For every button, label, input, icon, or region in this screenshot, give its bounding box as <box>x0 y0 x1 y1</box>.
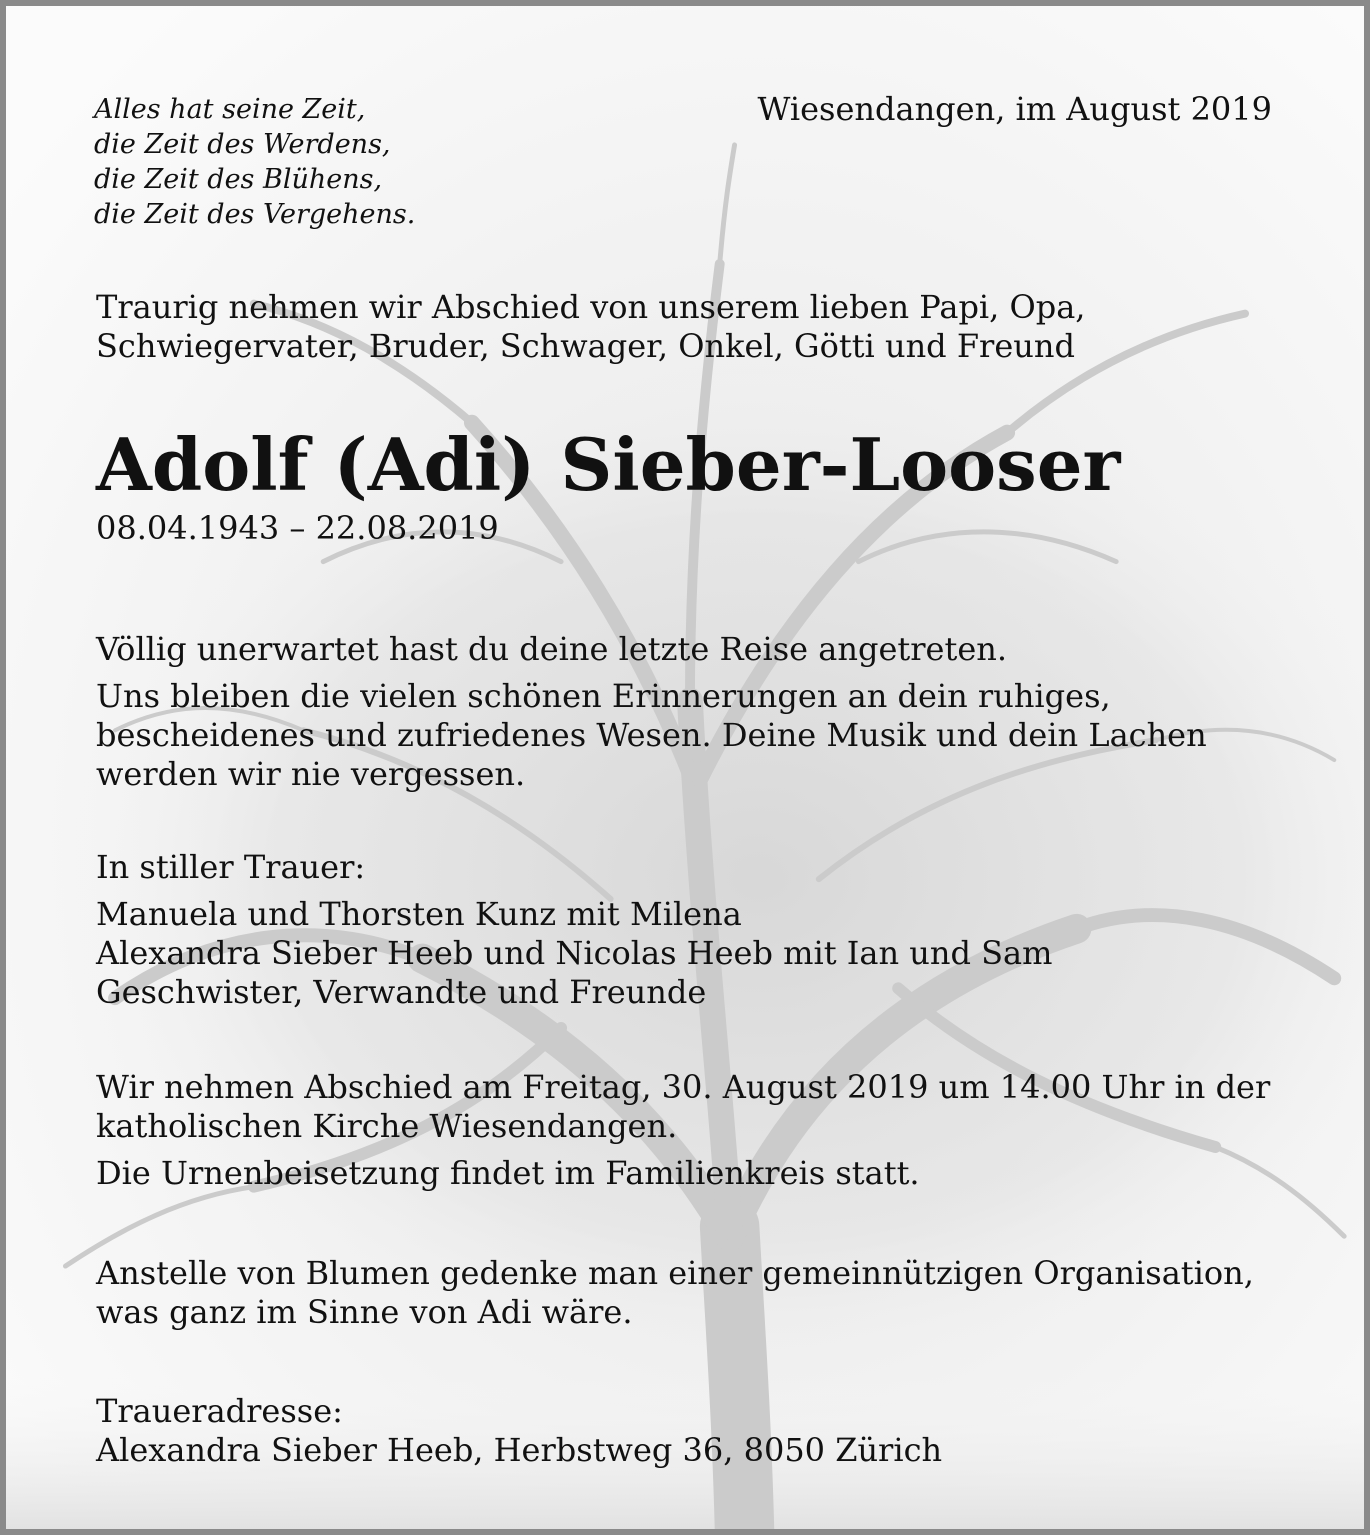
life-dates: 08.04.1943 – 22.08.2019 <box>96 509 499 547</box>
message-line: Völlig unerwartet hast du deine letzte Reise angetreten. <box>96 630 1008 668</box>
mourners-section <box>96 848 1052 1012</box>
poem <box>94 92 415 232</box>
intro-line: Schwiegervater, Bruder, Schwager, Onkel, Götti und Freund <box>96 327 1075 365</box>
burial-line: Die Urnenbeisetzung findet im Familienkreis statt. <box>96 1154 920 1192</box>
mourner-line: Manuela und Thorsten Kunz mit Milena <box>96 895 742 933</box>
service-section <box>96 1068 1270 1193</box>
intro-line: Traurig nehmen wir Abschied von unserem lieben Papi, Opa, <box>96 288 1086 326</box>
deceased-name: Adolf (Adi) Sieber-Looser <box>96 422 1121 507</box>
mourner-line: Alexandra Sieber Heeb und Nicolas Heeb mit Ian und Sam <box>96 934 1053 972</box>
mourners-heading: In stiller Trauer: <box>96 848 366 886</box>
poem-line: die Zeit des Vergehens. <box>94 199 416 230</box>
poem-line: die Zeit des Blühens, <box>94 164 383 195</box>
intro-text <box>96 288 1085 366</box>
place-and-date: Wiesendangen, im August 2019 <box>757 90 1272 128</box>
donation-line: Anstelle von Blumen gedenke man einer gemeinnützigen Organisation, <box>96 1254 1254 1292</box>
message-line: werden wir nie vergessen. <box>96 755 526 793</box>
poem-line: Alles hat seine Zeit, <box>94 94 366 125</box>
donation-line: was ganz im Sinne von Adi wäre. <box>96 1293 633 1331</box>
message-line: bescheidenes und zufriedenes Wesen. Deine Musik und dein Lachen <box>96 716 1207 754</box>
address-line: Alexandra Sieber Heeb, Herbstweg 36, 8050 Zürich <box>96 1431 943 1469</box>
service-line: katholischen Kirche Wiesendangen. <box>96 1107 678 1145</box>
address-heading: Traueradresse: <box>96 1392 343 1430</box>
mourner-line: Geschwister, Verwandte und Freunde <box>96 973 707 1011</box>
message-line: Uns bleiben die vielen schönen Erinnerungen an dein ruhiges, <box>96 677 1111 715</box>
donation-section <box>96 1254 1254 1332</box>
address-section <box>96 1392 942 1470</box>
poem-line: die Zeit des Werdens, <box>94 129 391 160</box>
service-line: Wir nehmen Abschied am Freitag, 30. August 2019 um 14.00 Uhr in der <box>96 1068 1271 1106</box>
message-paragraph <box>96 630 1207 794</box>
